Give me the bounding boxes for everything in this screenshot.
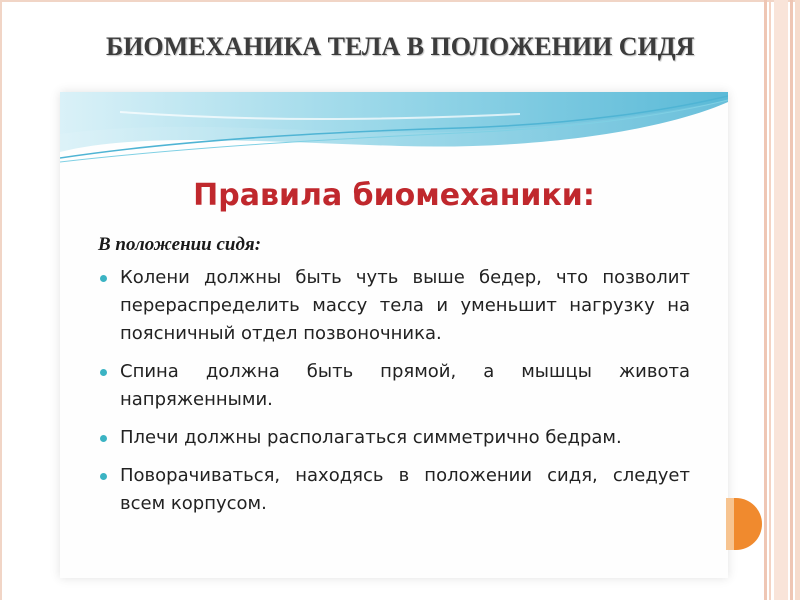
wave-banner-graphic <box>60 92 728 164</box>
list-item <box>100 358 690 414</box>
slide-title: БИОМЕХАНИКА ТЕЛА В ПОЛОЖЕНИИ СИДЯ <box>106 32 695 61</box>
list-item-text: Поворачиваться, находясь в положении сидя, следует всем корпусом. <box>120 465 690 514</box>
rules-heading: Правила биомеханики: <box>193 178 595 213</box>
content-panel <box>60 92 728 578</box>
list-item-text: Колени должны быть чуть выше бедер, что позволит перераспределить массу тела и уменьшит нагрузку на поясничный отдел позвоночника. <box>120 267 690 344</box>
list-item <box>100 264 690 348</box>
bullet-dot-icon <box>100 275 107 282</box>
list-item <box>100 462 690 518</box>
bullet-dot-icon <box>100 369 107 376</box>
bullet-dot-icon <box>100 473 107 480</box>
list-item-text: Спина должна быть прямой, а мышцы живота напряженными. <box>120 361 690 410</box>
bullet-dot-icon <box>100 435 107 442</box>
list-item-text: Плечи должны располагаться симметрично бедрам. <box>120 427 622 448</box>
rules-list <box>100 264 690 528</box>
list-item <box>100 424 690 452</box>
decorative-stripes <box>764 0 800 600</box>
sitting-subheading: В положении сидя: <box>98 234 262 255</box>
